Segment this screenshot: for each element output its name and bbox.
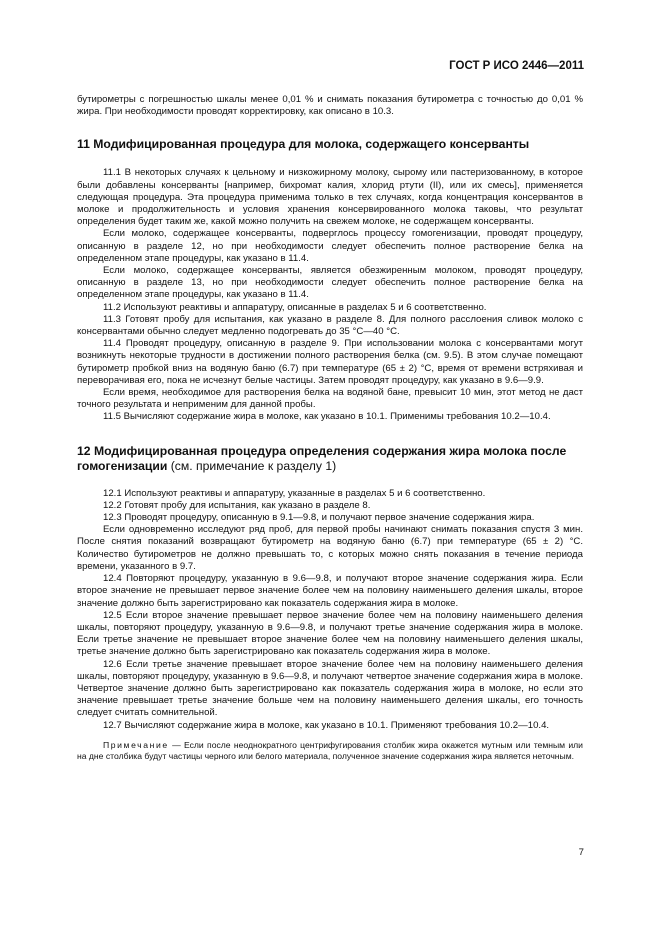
intro-paragraph: бутирометры с погрешностью шкалы менее 0,01 % и снимать показания бутирометра с точностью до 0,01 % жира. При необходимости проводят корректировку, как описано в 10.3.: [77, 94, 583, 118]
page-content: [77, 94, 583, 763]
paragraph-11-4: 11.4 Проводят процедуру, описанную в разделе 9. При использовании молока с консервантами могут возникнуть некоторые трудности в достижении полного растворения белка (см. 9.5). В этом случае помещают бутирометр пробкой вниз на водяную баню (6.7) при температуре (65 ± 2) °С, время от времени встряхивая и переворачивая его, пока не исчезнут белые частицы. Затем проводят процедуру, как указано в 9.6—9.9.: [77, 338, 583, 386]
document-id: ГОСТ Р ИСО 2446—2011: [449, 60, 584, 72]
paragraph-11-1-homogenized: Если молоко, содержащее консерванты, подверглось процессу гомогенизации, проводят процедуру, описанную в разделе 12, но при необходимости следует обеспечить полное растворение белка на определенном этапе процедуры, как указано в 11.4.: [77, 228, 583, 264]
section-11-title: 11 Модифицированная процедура для молока, содержащего консерванты: [77, 137, 530, 152]
paragraph-11-1: 11.1 В некоторых случаях к цельному и низкожирному молоку, сырому или пастеризованному, в которое были добавлены консерванты [например, бихромат калия, хлорид ртути (II), или их смесь], применяется следующая процедура. Эта процедура применима только в тех случаях, когда концентрация консервантов в молоке и продолжительность и условия хранения консервированного молока таковы, что результат определения будет таким же, какой можно получить на свежем молоке, не содержащем консерванты.: [77, 167, 583, 228]
paragraph-12-2: 12.2 Готовят пробу для испытания, как указано в разделе 8.: [103, 499, 371, 511]
note: [77, 740, 583, 763]
section-12-title: [77, 444, 583, 474]
paragraph-12-6: 12.6 Если третье значение превышает второе значение более чем на половину наименьшего деления шкалы, повторяют процедуру, указанную в 9.6—9.8, и получают четвертое значение содержания жира в молоке. Четвертое значение должно быть зарегистрировано как показатель содержания жира в молоке, но если это значение превышает третье значение больше чем на половину наименьшего деления шкалы, его точность следует считать сомнительной.: [77, 658, 583, 719]
paragraph-12-4: 12.4 Повторяют процедуру, указанную в 9.6—9.8, и получают второе значение содержания жира. Если второе значение не превышает первое значение более чем на половину наименьшего деления шкалы, второе значение должно быть зарегистрировано как показатель содержания жира в молоке.: [77, 573, 583, 609]
page-number: 7: [578, 847, 584, 858]
paragraph-11-4-timing: Если время, необходимое для растворения белка на водяной бане, превысит 10 мин, этот метод не даст точного результата и неприменим для данной пробы.: [77, 387, 583, 411]
paragraph-11-1-skimmed: Если молоко, содержащее консерванты, является обезжиренным молоком, проводят процедуру, описанную в разделе 13, но при необходимости следует обеспечить полное растворение белка на определенном этапе процедуры, как указано в 11.4.: [77, 265, 583, 301]
note-label: Примечание: [103, 739, 169, 750]
paragraph-12-5: 12.5 Если второе значение превышает первое значение более чем на половину наименьшего деления шкалы, повторяют процедуру, указанную в 9.6—9.8, и получают третье значение содержания жира в молоке. Если третье значение не превышает второе значение более чем на половину наименьшего деления шкалы, третье значение должно быть зарегистрировано как показатель содержания жира в молоке.: [77, 609, 583, 658]
paragraph-11-3: 11.3 Готовят пробу для испытания, как указано в разделе 8. Для полного расслоения сливок молоко с консервантами обычно следует медленно подогревать до 35 °С—40 °С.: [77, 313, 583, 338]
paragraph-11-5: 11.5 Вычисляют содержание жира в молоке, как указано в 10.1. Применимы требования 10.2—10.4.: [103, 411, 551, 423]
paragraph-12-1: 12.1 Используют реактивы и аппаратуру, указанные в разделах 5 и 6 соответственно.: [103, 487, 486, 499]
paragraph-12-3: 12.3 Проводят процедуру, описанную в 9.1—9.8, и получают первое значение содержания жира.: [103, 512, 535, 524]
section-12-title-note: (см. примечание к разделу 1): [167, 458, 337, 473]
section-12-title-text: 12 Модифицированная процедура определения содержания жира молока после гомогенизации: [77, 443, 567, 473]
note-text: — Если после неоднократного центрифугирования столбик жира окажется мутным или темным или на дне столбика будут частицы черного или белого материала, полученное значение содержания жира является неточным.: [77, 739, 583, 762]
paragraph-12-3-series: Если одновременно исследуют ряд проб, для первой пробы начинают снимать показания спустя 3 мин. После снятия показаний возвращают бутирометр на водяную баню (6.7) при температуре (65 ± 2) °С. Количество бутирометров не должно превышать то, с которых можно снять показания в течение периода времени, указанного в 9.7.: [77, 524, 583, 572]
paragraph-11-2: 11.2 Используют реактивы и аппаратуру, описанные в разделах 5 и 6 соответственно.: [103, 301, 487, 313]
paragraph-12-7: 12.7 Вычисляют содержание жира в молоке, как указано в 10.1. Применяют требования 10.2—10.4.: [103, 719, 550, 731]
